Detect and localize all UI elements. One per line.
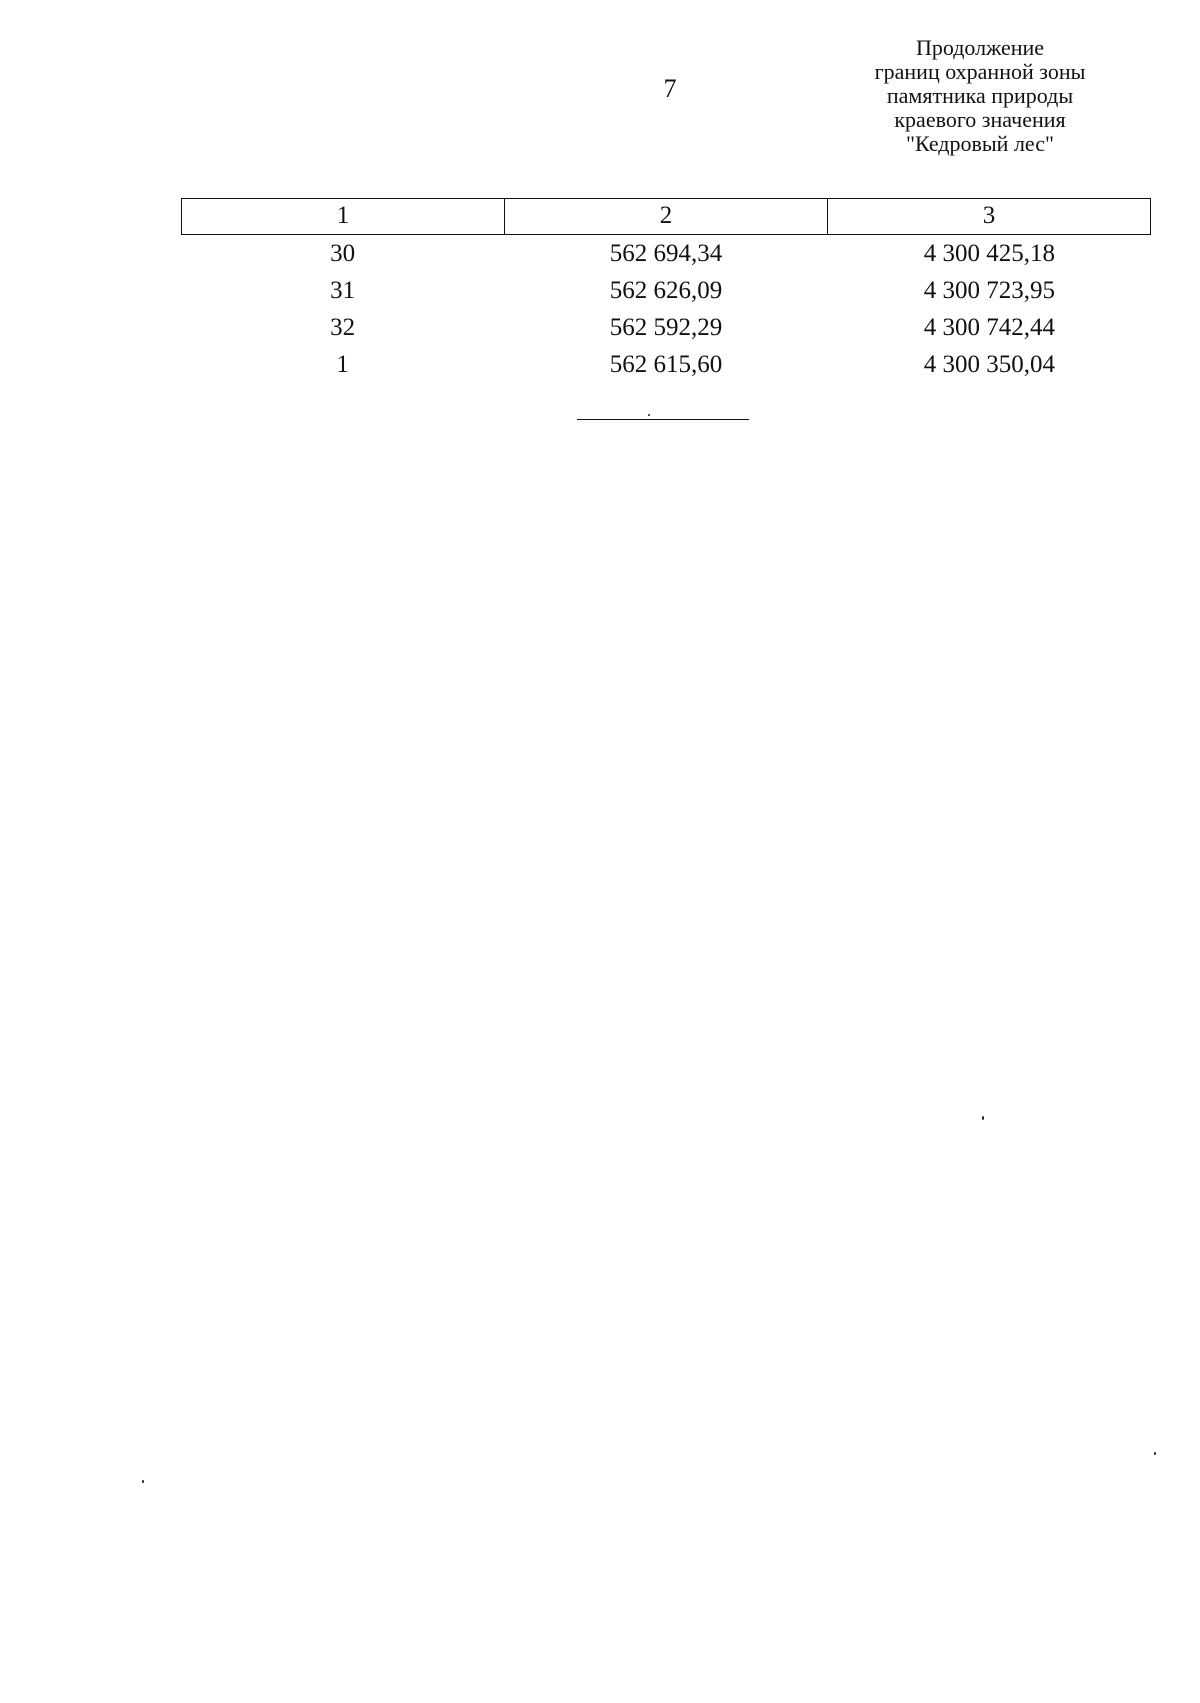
scan-speck [648,414,650,416]
column-header-x: 2 [504,199,827,234]
coordinates-table [181,198,1151,383]
y-coordinate-cell: 4 300 742,44 [923,314,1055,341]
point-number-cell: 31 [330,277,356,304]
scan-speck [142,1480,144,1483]
y-coordinate-cell: 4 300 350,04 [923,351,1055,378]
continuation-note-line: краевого значения [894,107,1066,132]
scan-speck [1154,1452,1156,1455]
point-number-cell: 30 [330,240,356,267]
y-coordinate-cell: 4 300 425,18 [923,240,1055,267]
point-number-cell: 32 [330,314,356,341]
continuation-note-line: "Кедровый лес" [906,131,1054,156]
end-of-table-rule [577,419,749,420]
x-coordinate-cell: 562 592,29 [609,314,723,341]
continuation-note-line: памятника природы [886,83,1074,108]
continuation-note [840,36,1120,156]
table-row [181,309,1151,346]
x-coordinate-cell: 562 615,60 [609,351,723,378]
table-row [181,346,1151,383]
table-header-row [181,198,1151,235]
continuation-note-line: границ охранной зоны [874,59,1086,84]
page-number: 7 [663,74,677,103]
scan-speck [982,1116,984,1120]
column-header-point-number: 1 [336,202,350,229]
table-body [181,235,1151,383]
table-row [181,235,1151,272]
column-header-y: 3 [827,199,1150,234]
table-row [181,272,1151,309]
continuation-note-line: Продолжение [915,35,1045,60]
x-coordinate-cell: 562 694,34 [609,240,723,267]
y-coordinate-cell: 4 300 723,95 [923,277,1055,304]
x-coordinate-cell: 562 626,09 [609,277,723,304]
point-number-cell: 1 [336,351,349,378]
